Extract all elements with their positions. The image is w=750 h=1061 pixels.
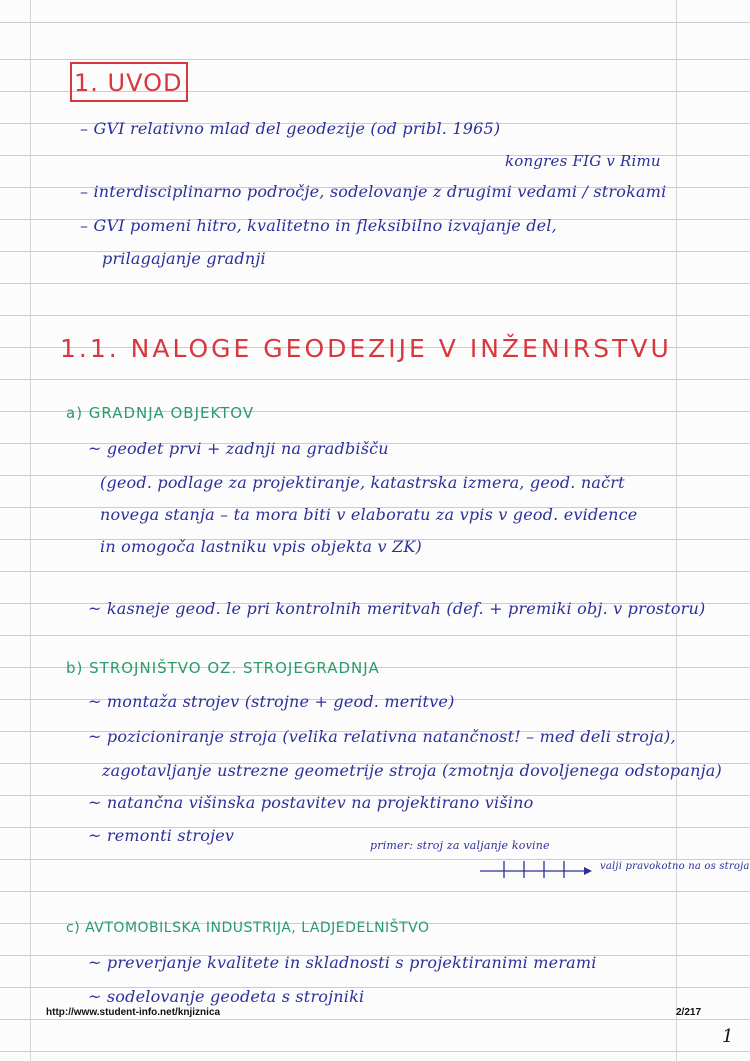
subsection-a-line: ~ geodet prvi + zadnji na gradbišču	[88, 439, 389, 458]
footer-url: http://www.student-info.net/knjiznica	[46, 1007, 221, 1018]
machine-example-note: primer: stroj za valjanje kovine	[370, 839, 550, 852]
intro-line: kongres FIG v Rimu	[505, 152, 661, 170]
right-margin-line	[676, 0, 677, 1061]
rollers-sketch-icon	[480, 858, 594, 880]
intro-line: – GVI relativno mlad del geodezije (od pribl. 1965)	[80, 119, 501, 138]
subsection-a-line: (geod. podlage za projektiranje, katastrska izmera, geod. načrt	[100, 473, 625, 492]
section-title: 1.1. NALOGE GEODEZIJE V INŽENIRSTVU	[60, 334, 672, 363]
subsection-a-line: ~ kasneje geod. le pri kontrolnih meritvah (def. + premiki obj. v prostoru)	[88, 599, 706, 618]
subsection-b-line: ~ montaža strojev (strojne + geod. meritve)	[88, 692, 455, 711]
subsection-a-line: novega stanja – ta mora biti v elaboratu za vpis v geod. evidence	[100, 505, 638, 524]
intro-line: – GVI pomeni hitro, kvalitetno in fleksibilno izvajanje del,	[80, 216, 557, 235]
intro-line: – interdisciplinarno področje, sodelovanje z drugimi vedami / strokami	[80, 182, 667, 201]
subsection-c-line: ~ sodelovanje geodeta s strojniki	[88, 987, 365, 1006]
chapter-title: 1. UVOD	[74, 69, 183, 97]
subsection-b-heading: b) STROJNIŠTVO OZ. STROJEGRADNJA	[66, 659, 380, 677]
subsection-c-line: ~ preverjanje kvalitete in skladnosti s projektiranimi merami	[88, 953, 597, 972]
subsection-b-line: ~ remonti strojev	[88, 826, 235, 845]
rollers-arrow-note: valji pravokotno na os stroja	[600, 861, 750, 872]
page-number: 1	[722, 1026, 734, 1047]
footer-page-counter: 2/217	[676, 1007, 702, 1018]
subsection-a-line: in omogoča lastniku vpis objekta v ZK)	[100, 537, 422, 556]
intro-line: prilagajanje gradnji	[102, 249, 266, 268]
subsection-b-line: ~ pozicioniranje stroja (velika relativna natančnost! – med deli stroja),	[88, 727, 676, 746]
subsection-c-heading: c) AVTOMOBILSKA INDUSTRIJA, LADJEDELNIŠTVO	[66, 920, 430, 936]
left-margin-line	[30, 0, 31, 1061]
subsection-b-line: ~ natančna višinska postavitev na projektirano višino	[88, 793, 534, 812]
subsection-a-heading: a) GRADNJA OBJEKTOV	[66, 404, 255, 422]
subsection-b-line: zagotavljanje ustrezne geometrije stroja (zmotnja dovoljenega odstopanja)	[102, 761, 722, 780]
